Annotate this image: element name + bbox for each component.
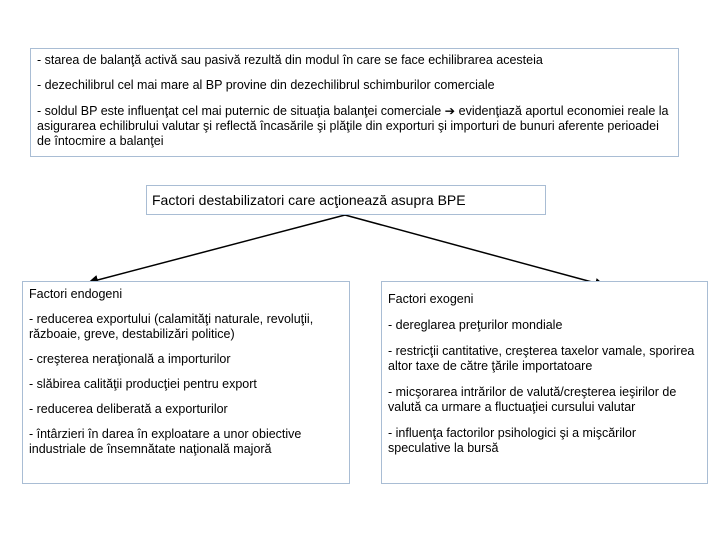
endogenous-item: - creşterea neraţională a importurilor [29, 352, 231, 366]
connector-right-arrow [345, 215, 603, 285]
endogenous-factors-box [22, 281, 350, 484]
summary-line-3-end: evidenţiază aportul economiei reale la asigurarea echilibrului valutar şi reflectă încasările şi plăţile din exporturi şi importuri de bunuri aferente perioadei de întocmire a balanţei [37, 104, 669, 148]
endogenous-item: - întârzieri în darea în exploatare a unor obiective industriale de însemnătate naţională majoră [29, 427, 302, 456]
exogenous-factors-box [381, 281, 708, 484]
exogenous-item: - restricţii cantitative, creşterea taxelor vamale, sporirea altor taxe de către ţările importatoare [388, 344, 695, 373]
endogenous-item: - reducerea exportului (calamităţi naturale, revoluţii, războaie, greve, destabilizări politice) [29, 312, 314, 341]
endogenous-item: - slăbirea calităţii producţiei pentru export [29, 377, 257, 391]
summary-box [30, 48, 679, 157]
arrow-right-icon: ➔ [444, 103, 456, 118]
exogenous-item: - influenţa factorilor psihologici şi a mişcărilor speculative la bursă [388, 426, 637, 455]
summary-line-3 [37, 103, 672, 149]
summary-line-3-start: - soldul BP este influenţat cel mai puternic de situaţia balanţei comerciale [37, 104, 442, 118]
summary-line-1: - starea de balanţă activă sau pasivă rezultă din modul în care se face echilibrarea acesteia [37, 53, 543, 67]
exogenous-item: - dereglarea preţurilor mondiale [388, 318, 563, 332]
diagram-title: Factori destabilizatori care acţionează asupra BPE [146, 185, 546, 215]
exogenous-item: - micşorarea intrărilor de valută/creşterea ieşirilor de valută ca urmare a fluctuaţiei cursului valutar [388, 385, 677, 414]
exogenous-heading: Factori exogeni [388, 292, 474, 306]
connector-left-arrow [90, 215, 345, 282]
summary-line-2: - dezechilibrul cel mai mare al BP provine din dezechilibrul schimburilor comerciale [37, 78, 495, 92]
endogenous-heading: Factori endogeni [29, 287, 123, 301]
endogenous-item: - reducerea deliberată a exporturilor [29, 402, 228, 416]
